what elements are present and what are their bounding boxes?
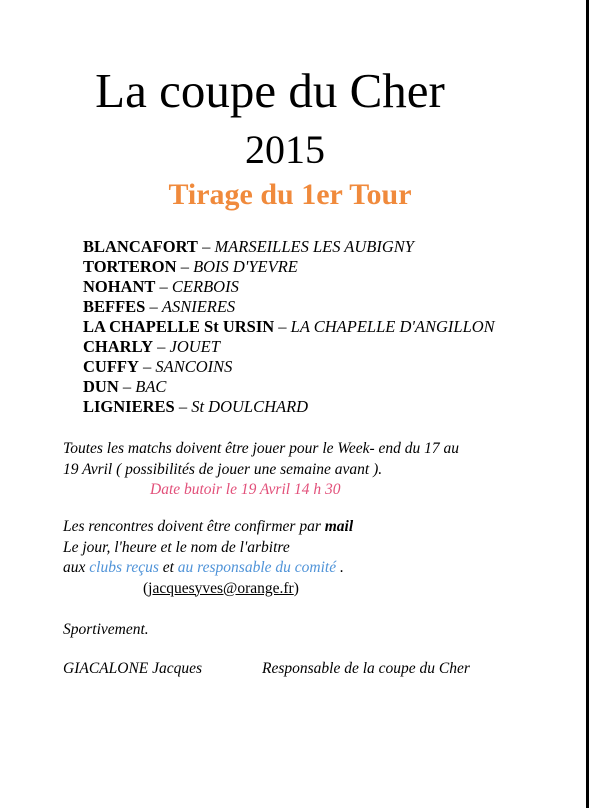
away-team: SANCOINS	[155, 357, 233, 376]
match-separator: –	[145, 297, 162, 316]
contact-text: aux	[63, 559, 90, 576]
paren-open: (	[143, 579, 149, 597]
away-team: MARSEILLES LES AUBIGNY	[214, 237, 414, 256]
match-separator: –	[153, 337, 170, 356]
match-row	[83, 337, 563, 357]
contact-line-mail	[63, 517, 553, 538]
away-team: BOIS D'YEVRE	[193, 257, 298, 276]
email-line	[63, 579, 553, 600]
home-team: BLANCAFORT	[83, 237, 198, 256]
match-row	[83, 297, 563, 317]
committee-recipient: au responsable du comité	[177, 559, 337, 576]
match-separator: –	[138, 357, 156, 376]
contact-text: Les rencontres doivent être confirmer par	[63, 518, 325, 535]
away-team: BAC	[135, 377, 167, 396]
contact-info	[63, 517, 553, 599]
home-team: DUN	[83, 377, 119, 396]
match-separator: –	[274, 317, 291, 336]
match-row	[83, 237, 563, 257]
email-link[interactable]: jacquesyves@orange.fr	[148, 579, 294, 597]
home-team: TORTERON	[83, 257, 177, 276]
deadline-text: Date butoir le 19 Avril 14 h 30	[150, 481, 341, 498]
schedule-line: 19 Avril ( possibilités de jouer une semaine avant ).	[63, 460, 383, 478]
match-separator: –	[176, 257, 194, 276]
match-row	[83, 397, 563, 417]
draw-subtitle: Tirage du 1er Tour	[168, 178, 412, 211]
home-team: LIGNIERES	[83, 397, 175, 416]
contact-line-recipients	[63, 558, 553, 579]
match-row	[83, 257, 563, 277]
home-team: LA CHAPELLE St URSIN	[83, 317, 275, 336]
closing-text: Sportivement.	[63, 621, 149, 638]
match-row	[83, 317, 563, 337]
signature-name: GIACALONE Jacques	[63, 660, 203, 677]
match-separator: –	[118, 377, 136, 396]
contact-line: Le jour, l'heure et le nom de l'arbitre	[63, 538, 290, 556]
contact-text: et	[158, 559, 178, 576]
home-team: CUFFY	[83, 357, 139, 376]
away-team: JOUET	[169, 337, 220, 356]
match-row	[83, 377, 563, 397]
home-team: BEFFES	[83, 297, 146, 316]
match-list	[83, 237, 563, 417]
match-separator: –	[155, 277, 172, 296]
mail-emphasis: mail	[324, 518, 354, 535]
away-team: CERBOIS	[171, 277, 239, 296]
paren-close: )	[293, 579, 299, 597]
contact-text: .	[336, 559, 344, 576]
home-team: NOHANT	[83, 277, 156, 296]
signature-role: Responsable de la coupe du Cher	[262, 660, 470, 677]
clubs-recipient: clubs reçus	[89, 559, 159, 576]
match-separator: –	[197, 237, 215, 256]
match-row	[83, 277, 563, 297]
match-separator: –	[174, 397, 192, 416]
signature	[63, 659, 553, 680]
home-team: CHARLY	[83, 337, 153, 356]
match-row	[83, 357, 563, 377]
away-team: ASNIERES	[161, 297, 236, 316]
page-title: La coupe du Cher	[95, 63, 445, 118]
year-heading: 2015	[245, 127, 325, 172]
away-team: St DOULCHARD	[191, 397, 309, 416]
schedule-info	[63, 439, 553, 501]
away-team: LA CHAPELLE D'ANGILLON	[290, 317, 495, 336]
schedule-line: Toutes les matchs doivent être jouer pour le Week- end du 17 au	[63, 440, 460, 457]
